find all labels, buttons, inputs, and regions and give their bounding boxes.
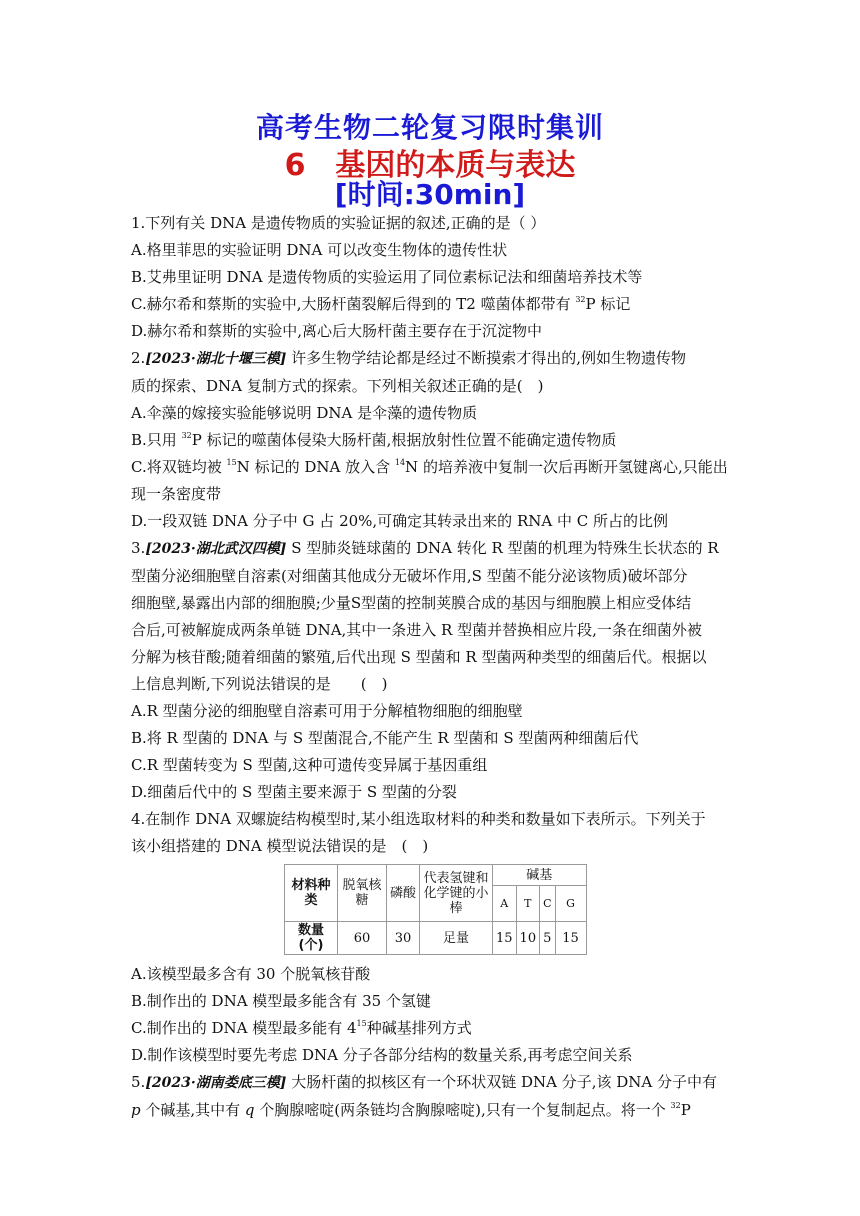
option-d: D.赫尔希和蔡斯的实验中,离心后大肠杆菌主要存在于沉淀物中: [131, 322, 543, 340]
option-a: A.R 型菌分泌的细胞壁自溶素可用于分解植物细胞的细胞壁: [131, 702, 523, 720]
g-count: 15: [555, 922, 586, 955]
option-c: C.赫尔希和蔡斯的实验中,大肠杆菌裂解后得到的 T2 噬菌体都带有 $^{32}$P 标记: [131, 295, 631, 313]
question-stem-cont: 型菌分泌细胞壁自溶素(对细菌其他成分无破坏作用,S 型菌不能分泌该物质)破坏部分: [131, 567, 688, 585]
question-stem-cont: 细胞壁,暴露出内部的细胞膜;少量S型菌的控制荚膜合成的基因与细胞膜上相应受体结: [131, 594, 692, 612]
row-label: 数量(个): [285, 922, 338, 955]
header-sugar: 脱氧核糖: [338, 865, 387, 922]
a-count: 15: [493, 922, 517, 955]
option-b: B.艾弗里证明 DNA 是遗传物质的实验运用了同位素标记法和细菌培养技术等: [131, 268, 643, 286]
header-phosphate: 磷酸: [387, 865, 420, 922]
header-sticks: 代表氢键和化学键的小棒: [420, 865, 493, 922]
option-d: D.一段双链 DNA 分子中 G 占 20%,可确定其转录出来的 RNA 中 C 所占的比例: [131, 512, 668, 530]
question-list: [131, 210, 729, 1124]
option-d: D.细菌后代中的 S 型菌主要来源于 S 型菌的分裂: [131, 783, 457, 801]
base-a: A: [493, 886, 517, 922]
question-stem-cont: 该小组搭建的 DNA 模型说法错误的是 ( ): [131, 837, 429, 855]
question-source: [2023·湖北武汉四模]: [145, 541, 287, 557]
question-stem-cont: 上信息判断,下列说法错误的是 ( ): [131, 675, 388, 693]
option-b: B.制作出的 DNA 模型最多能含有 35 个氢键: [131, 992, 431, 1010]
question-stem: 1.下列有关 DNA 是遗传物质的实验证据的叙述,正确的是（ ）: [131, 214, 546, 232]
header-bases: 碱基: [493, 865, 587, 886]
question-3: [131, 535, 729, 806]
sugar-count: 60: [338, 922, 387, 955]
base-t: T: [516, 886, 540, 922]
option-c: C.将双链均被 $^{15}$N 标记的 DNA 放入含 $^{14}$N 的培养液中复制一次后再断开氢键离心,只能出: [131, 458, 728, 476]
question-stem-cont: 合后,可被解旋成两条单链 DNA,其中一条进入 R 型菌并替换相应片段,一条在细菌外被: [131, 621, 702, 639]
time-limit: [时间:30min]: [334, 178, 526, 211]
question-stem: 2.[2023·湖北十堰三模] 许多生物学结论都是经过不断摸索才得出的,例如生物遗传物: [131, 349, 686, 367]
question-source: [2023·湖南娄底三模]: [145, 1075, 287, 1091]
question-source: [2023·湖北十堰三模]: [145, 351, 287, 367]
option-c: C.制作出的 DNA 模型最多能有 $4^{15}$种碱基排列方式: [131, 1019, 472, 1037]
option-a: A.伞藻的嫁接实验能够说明 DNA 是伞藻的遗传物质: [131, 404, 478, 422]
sticks-count: 足量: [420, 922, 493, 955]
question-1: [131, 210, 729, 345]
option-d: D.制作该模型时要先考虑 DNA 分子各部分结构的数量关系,再考虑空间关系: [131, 1046, 633, 1064]
chapter-title: 6 基因的本质与表达: [284, 148, 576, 183]
base-g: G: [555, 886, 586, 922]
option-b: B.将 R 型菌的 DNA 与 S 型菌混合,不能产生 R 型菌和 S 型菌两种细菌后代: [131, 729, 639, 747]
question-5: [131, 1069, 729, 1124]
phosphate-count: 30: [387, 922, 420, 955]
question-stem: 4.在制作 DNA 双螺旋结构模型时,某小组选取材料的种类和数量如下表所示。下列关于: [131, 810, 706, 828]
question-stem-cont: 分解为核苷酸;随着细菌的繁殖,后代出现 S 型菌和 R 型菌两种类型的细菌后代。根据以: [131, 648, 707, 666]
question-stem: 3.[2023·湖北武汉四模] S 型肺炎链球菌的 DNA 转化 R 型菌的机理为特殊生长状态的 R: [131, 539, 719, 557]
document-title: 高考生物二轮复习限时集训: [255, 111, 604, 144]
base-c: C: [540, 886, 555, 922]
question-stem-cont: p 个碱基,其中有 q 个胸腺嘧啶(两条链均含胸腺嘧啶),只有一个复制起点。将一个 $^{32}$P: [131, 1101, 691, 1119]
option-c: C.R 型菌转变为 S 型菌,这种可遗传变异属于基因重组: [131, 756, 488, 774]
c-count: 5: [540, 922, 555, 955]
option-c-cont: 现一条密度带: [131, 485, 222, 503]
question-4: [131, 806, 729, 1069]
option-b: B.只用 $^{32}$P 标记的噬菌体侵染大肠杆菌,根据放射性位置不能确定遗传物质: [131, 431, 617, 449]
option-a: A.该模型最多含有 30 个脱氧核苷酸: [131, 965, 371, 983]
question-2: [131, 345, 729, 535]
question-stem-cont: 质的探索、DNA 复制方式的探索。下列相关叙述正确的是( ): [131, 377, 544, 395]
question-stem: 5.[2023·湖南娄底三模] 大肠杆菌的拟核区有一个环状双链 DNA 分子,该 DNA 分子中有: [131, 1073, 717, 1091]
header-material: 材料种类: [285, 865, 338, 922]
t-count: 10: [516, 922, 540, 955]
materials-table: [284, 864, 587, 955]
option-a: A.格里菲思的实验证明 DNA 可以改变生物体的遗传性状: [131, 241, 508, 259]
